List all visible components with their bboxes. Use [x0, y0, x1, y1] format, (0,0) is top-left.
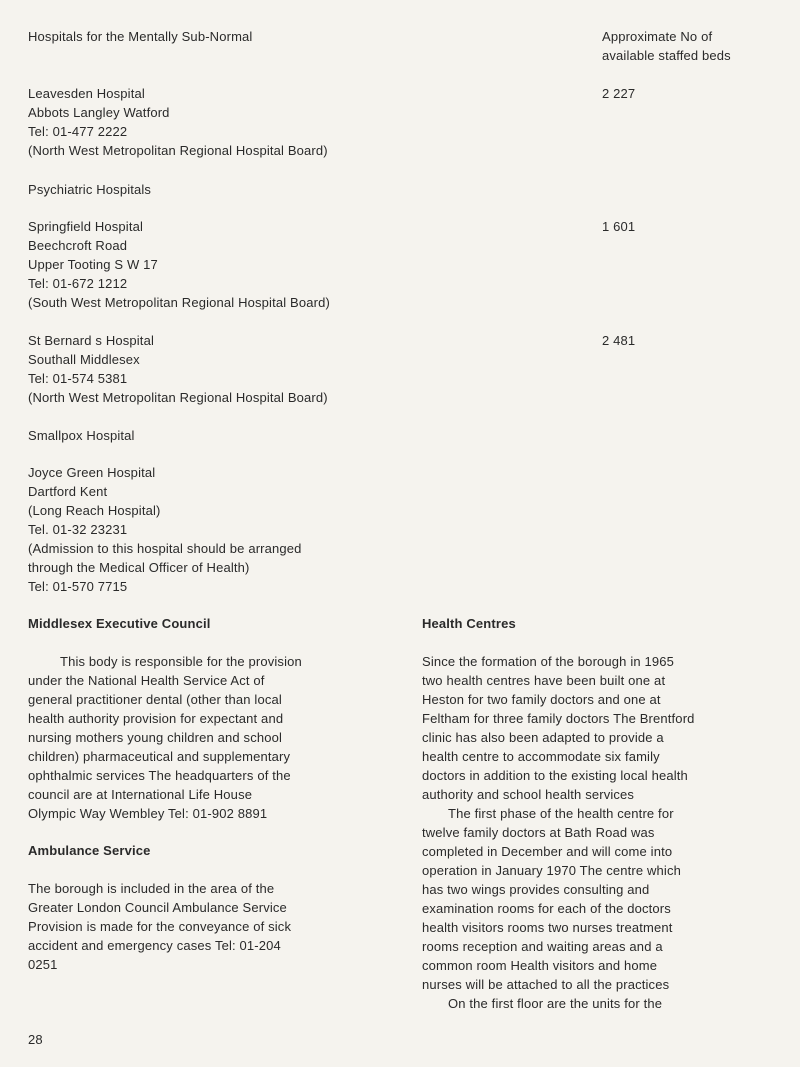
- text-line: examination rooms for each of the doctors: [422, 901, 671, 916]
- text-line: health authority provision for expectant and: [28, 711, 284, 726]
- text-line: This body is responsible for the provision: [60, 654, 302, 669]
- text-line: two health centres have been built one at: [422, 673, 666, 688]
- middlesex-heading: Middlesex Executive Council: [28, 616, 211, 631]
- text-line: Since the formation of the borough in 1965: [422, 654, 675, 669]
- middlesex-paragraph: [28, 652, 302, 823]
- page-number: 28: [28, 1032, 43, 1047]
- admission-note: through the Medical Officer of Health): [28, 560, 250, 575]
- hospital-entry-joyce-green: [28, 463, 302, 596]
- hospital-entry-leavesden: [28, 84, 328, 160]
- hospital-phone: Tel: 01-574 5381: [28, 371, 128, 386]
- text-line: On the first floor are the units for the: [448, 996, 663, 1011]
- text-line: council are at International Life House: [28, 787, 253, 802]
- beds-count: 1 601: [602, 219, 636, 234]
- hospital-alt-name: (Long Reach Hospital): [28, 503, 161, 518]
- text-line: twelve family doctors at Bath Road was: [422, 825, 655, 840]
- text-line: rooms reception and waiting areas and a: [422, 939, 663, 954]
- text-line: clinic has also been adapted to provide a: [422, 730, 664, 745]
- admission-note: (Admission to this hospital should be arranged: [28, 541, 302, 556]
- text-line: The first phase of the health centre for: [448, 806, 674, 821]
- text-line: 0251: [28, 957, 58, 972]
- hospital-entry-st-bernards: [28, 331, 328, 407]
- text-line: accident and emergency cases Tel: 01-204: [28, 938, 281, 953]
- health-centres-heading: Health Centres: [422, 616, 516, 631]
- ambulance-paragraph: [28, 879, 291, 974]
- text-line: nurses will be attached to all the practices: [422, 977, 670, 992]
- text-line: health centre to accommodate six family: [422, 749, 660, 764]
- hospital-phone: Tel. 01-32 23231: [28, 522, 128, 537]
- hospital-name: St Bernard s Hospital: [28, 333, 154, 348]
- subsection-heading: Psychiatric Hospitals: [28, 182, 152, 197]
- beds-count: 2 481: [602, 333, 636, 348]
- section-title: Hospitals for the Mentally Sub-Normal: [28, 29, 253, 44]
- hospital-board: (North West Metropolitan Regional Hospital Board): [28, 143, 328, 158]
- subsection-heading: Smallpox Hospital: [28, 428, 135, 443]
- text-line: Provision is made for the conveyance of sick: [28, 919, 292, 934]
- text-line: common room Health visitors and home: [422, 958, 658, 973]
- text-line: Feltham for three family doctors The Brentford: [422, 711, 695, 726]
- text-line: general practitioner dental (other than local: [28, 692, 282, 707]
- text-line: operation in January 1970 The centre which: [422, 863, 681, 878]
- text-line: Heston for two family doctors and one at: [422, 692, 661, 707]
- hospital-phone: Tel: 01-672 1212: [28, 276, 128, 291]
- hospital-board: (North West Metropolitan Regional Hospital Board): [28, 390, 328, 405]
- beds-header-line: available staffed beds: [602, 48, 731, 63]
- text-line: authority and school health services: [422, 787, 635, 802]
- health-centres-paragraph-2: [422, 804, 681, 1013]
- hospital-name: Leavesden Hospital: [28, 86, 145, 101]
- beds-count: 2 227: [602, 86, 636, 101]
- ambulance-heading: Ambulance Service: [28, 843, 151, 858]
- text-line: Olympic Way Wembley Tel: 01-902 8891: [28, 806, 268, 821]
- hospital-entry-springfield: [28, 217, 330, 312]
- text-line: health visitors rooms two nurses treatment: [422, 920, 673, 935]
- beds-header-line: Approximate No of: [602, 29, 713, 44]
- text-line: children) pharmaceutical and supplementary: [28, 749, 291, 764]
- beds-column-header: [602, 27, 731, 65]
- text-line: Greater London Council Ambulance Service: [28, 900, 287, 915]
- hospital-address: Upper Tooting S W 17: [28, 257, 158, 272]
- hospital-address: Dartford Kent: [28, 484, 108, 499]
- text-line: nursing mothers young children and school: [28, 730, 283, 745]
- hospital-board: (South West Metropolitan Regional Hospital Board): [28, 295, 330, 310]
- text-line: The borough is included in the area of the: [28, 881, 275, 896]
- text-line: ophthalmic services The headquarters of the: [28, 768, 291, 783]
- text-line: under the National Health Service Act of: [28, 673, 265, 688]
- hospital-address: Abbots Langley Watford: [28, 105, 170, 120]
- text-line: doctors in addition to the existing local health: [422, 768, 688, 783]
- hospital-phone: Tel: 01-477 2222: [28, 124, 128, 139]
- health-centres-paragraph-1: [422, 652, 695, 804]
- text-line: has two wings provides consulting and: [422, 882, 650, 897]
- hospital-address: Beechcroft Road: [28, 238, 128, 253]
- hospital-name: Joyce Green Hospital: [28, 465, 156, 480]
- text-line: completed in December and will come into: [422, 844, 673, 859]
- hospital-phone: Tel: 01-570 7715: [28, 579, 128, 594]
- hospital-name: Springfield Hospital: [28, 219, 144, 234]
- hospital-address: Southall Middlesex: [28, 352, 140, 367]
